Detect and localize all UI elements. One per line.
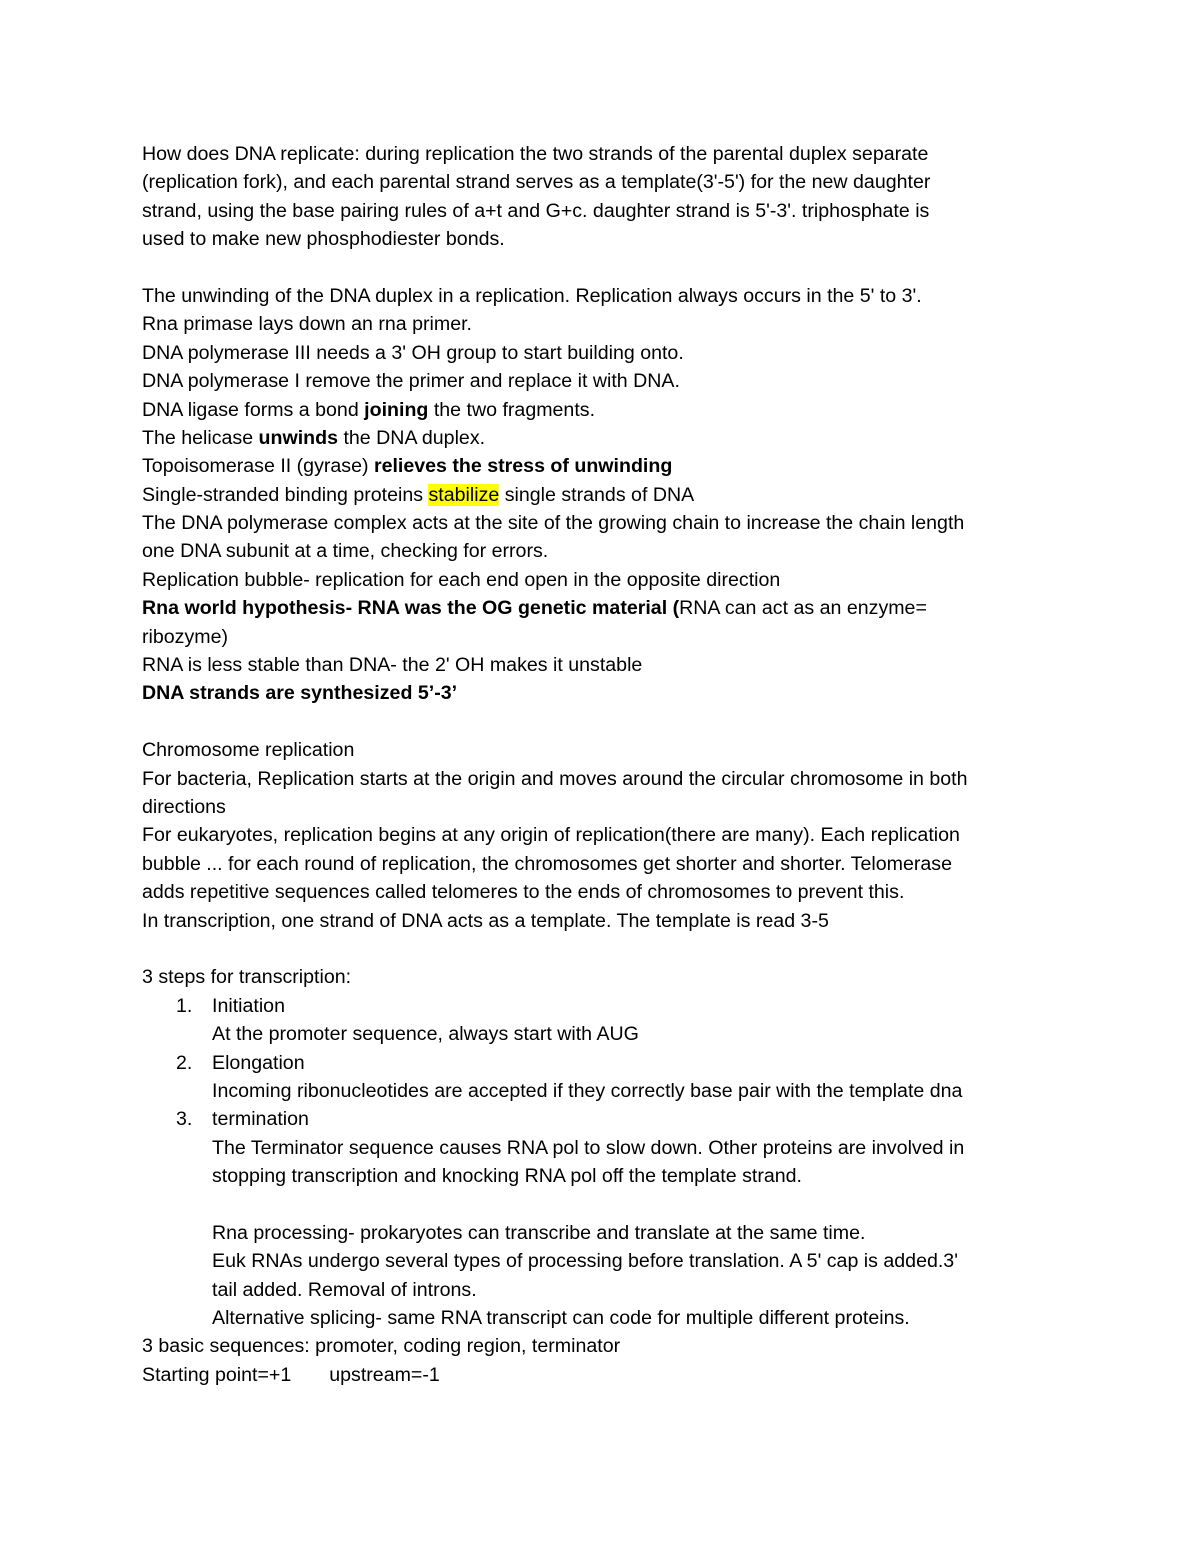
text-line: DNA polymerase I remove the primer and replace it with DNA.	[142, 370, 680, 393]
text-line: Replication bubble- replication for each end open in the opposite direction	[142, 568, 781, 591]
text-line: Chromosome replication	[142, 739, 355, 762]
list-number: 2.	[176, 1051, 193, 1074]
paragraph-chromosome-replication	[142, 736, 1062, 935]
bold-text-line: DNA strands are synthesized 5’-3’	[142, 682, 458, 705]
text-line: The DNA polymerase complex acts at the site of the growing chain to increase the chain length	[142, 512, 965, 535]
bold-text: unwinds	[258, 426, 339, 449]
document-body	[142, 140, 1062, 1389]
text-run: Starting point=+1	[142, 1363, 292, 1386]
text-line: Rna processing- prokaryotes can transcribe and translate at the same time.	[212, 1221, 866, 1244]
list-number: 1.	[176, 994, 193, 1017]
text-line: strand, using the base pairing rules of a+t and G+c. daughter strand is 5'-3'. triphosphate is	[142, 199, 930, 222]
text-line: bubble ... for each round of replication, the chromosomes get shorter and shorter. Telomerase	[142, 852, 952, 875]
bold-text: Rna world hypothesis- RNA was the OG genetic material (	[142, 597, 680, 620]
blank-line	[142, 935, 1062, 963]
text-line: (replication fork), and each parental strand serves as a template(3'-5') for the new daughter	[142, 171, 931, 194]
bold-text: relieves the stress of unwinding	[373, 455, 673, 478]
text-line	[142, 594, 1062, 622]
paragraph-rna-processing	[142, 1219, 1062, 1333]
text-run: DNA ligase forms a bond	[142, 398, 365, 421]
text-run: Topoisomerase II (gyrase)	[142, 455, 374, 478]
text-line: DNA polymerase III needs a 3' OH group to start building onto.	[142, 341, 684, 364]
paragraph-replication-enzymes	[142, 282, 1062, 708]
text-run: the DNA duplex.	[338, 426, 486, 449]
text-line: For eukaryotes, replication begins at any origin of replication(there are many). Each replication	[142, 824, 960, 847]
text-line: one DNA subunit at a time, checking for errors.	[142, 540, 549, 563]
list-item	[142, 992, 1062, 1020]
text-line: The unwinding of the DNA duplex in a replication. Replication always occurs in the 5' to 3'.	[142, 284, 922, 307]
paragraph-dna-replication	[142, 140, 1062, 254]
text-line	[142, 424, 1062, 452]
text-line: directions	[142, 795, 226, 818]
list-item-detail: Incoming ribonucleotides are accepted if they correctly base pair with the template dna	[212, 1079, 963, 1102]
text-line: In transcription, one strand of DNA acts as a template. The template is read 3-5	[142, 909, 829, 932]
text-run: Single-stranded binding proteins	[142, 483, 429, 506]
list-item-title: termination	[212, 1108, 309, 1131]
blank-line	[142, 1190, 1062, 1218]
list-item	[142, 1049, 1062, 1077]
text-run: The helicase	[142, 426, 259, 449]
list-item-title: Initiation	[212, 994, 285, 1017]
text-line: For bacteria, Replication starts at the origin and moves around the circular chromosome in both	[142, 767, 968, 790]
list-item-detail: The Terminator sequence causes RNA pol to slow down. Other proteins are involved in	[212, 1136, 965, 1159]
text-line	[142, 1361, 1062, 1389]
text-line	[142, 481, 1062, 509]
text-line: RNA is less stable than DNA- the 2' OH makes it unstable	[142, 654, 643, 677]
text-run: RNA can act as an enzyme=	[679, 597, 927, 620]
text-line: Euk RNAs undergo several types of processing before translation. A 5' cap is added.3'	[212, 1250, 958, 1273]
list-item	[142, 1105, 1062, 1133]
text-line: used to make new phosphodiester bonds.	[142, 228, 505, 251]
list-item-title: Elongation	[212, 1051, 305, 1074]
text-line: 3 basic sequences: promoter, coding region, terminator	[142, 1335, 621, 1358]
steps-heading: 3 steps for transcription:	[142, 966, 352, 989]
blank-line	[142, 254, 1062, 282]
highlighted-text: stabilize	[428, 483, 500, 506]
text-line	[142, 396, 1062, 424]
blank-line	[142, 708, 1062, 736]
text-line: ribozyme)	[142, 625, 229, 648]
text-line	[142, 452, 1062, 480]
text-line: How does DNA replicate: during replication the two strands of the parental duplex separate	[142, 143, 929, 165]
list-item-detail: At the promoter sequence, always start with AUG	[212, 1023, 639, 1046]
text-line: Alternative splicing- same RNA transcript can code for multiple different proteins.	[212, 1307, 910, 1330]
text-line: Rna primase lays down an rna primer.	[142, 313, 472, 336]
text-run: single strands of DNA	[499, 483, 695, 506]
list-item-detail: stopping transcription and knocking RNA pol off the template strand.	[212, 1165, 802, 1188]
text-run: upstream=-1	[329, 1363, 440, 1386]
text-line: tail added. Removal of introns.	[212, 1278, 477, 1301]
steps-list	[142, 992, 1062, 1191]
text-line: adds repetitive sequences called telomeres to the ends of chromosomes to prevent this.	[142, 881, 905, 904]
text-run: the two fragments.	[428, 398, 596, 421]
list-number: 3.	[176, 1108, 193, 1131]
bold-text: joining	[364, 398, 429, 421]
